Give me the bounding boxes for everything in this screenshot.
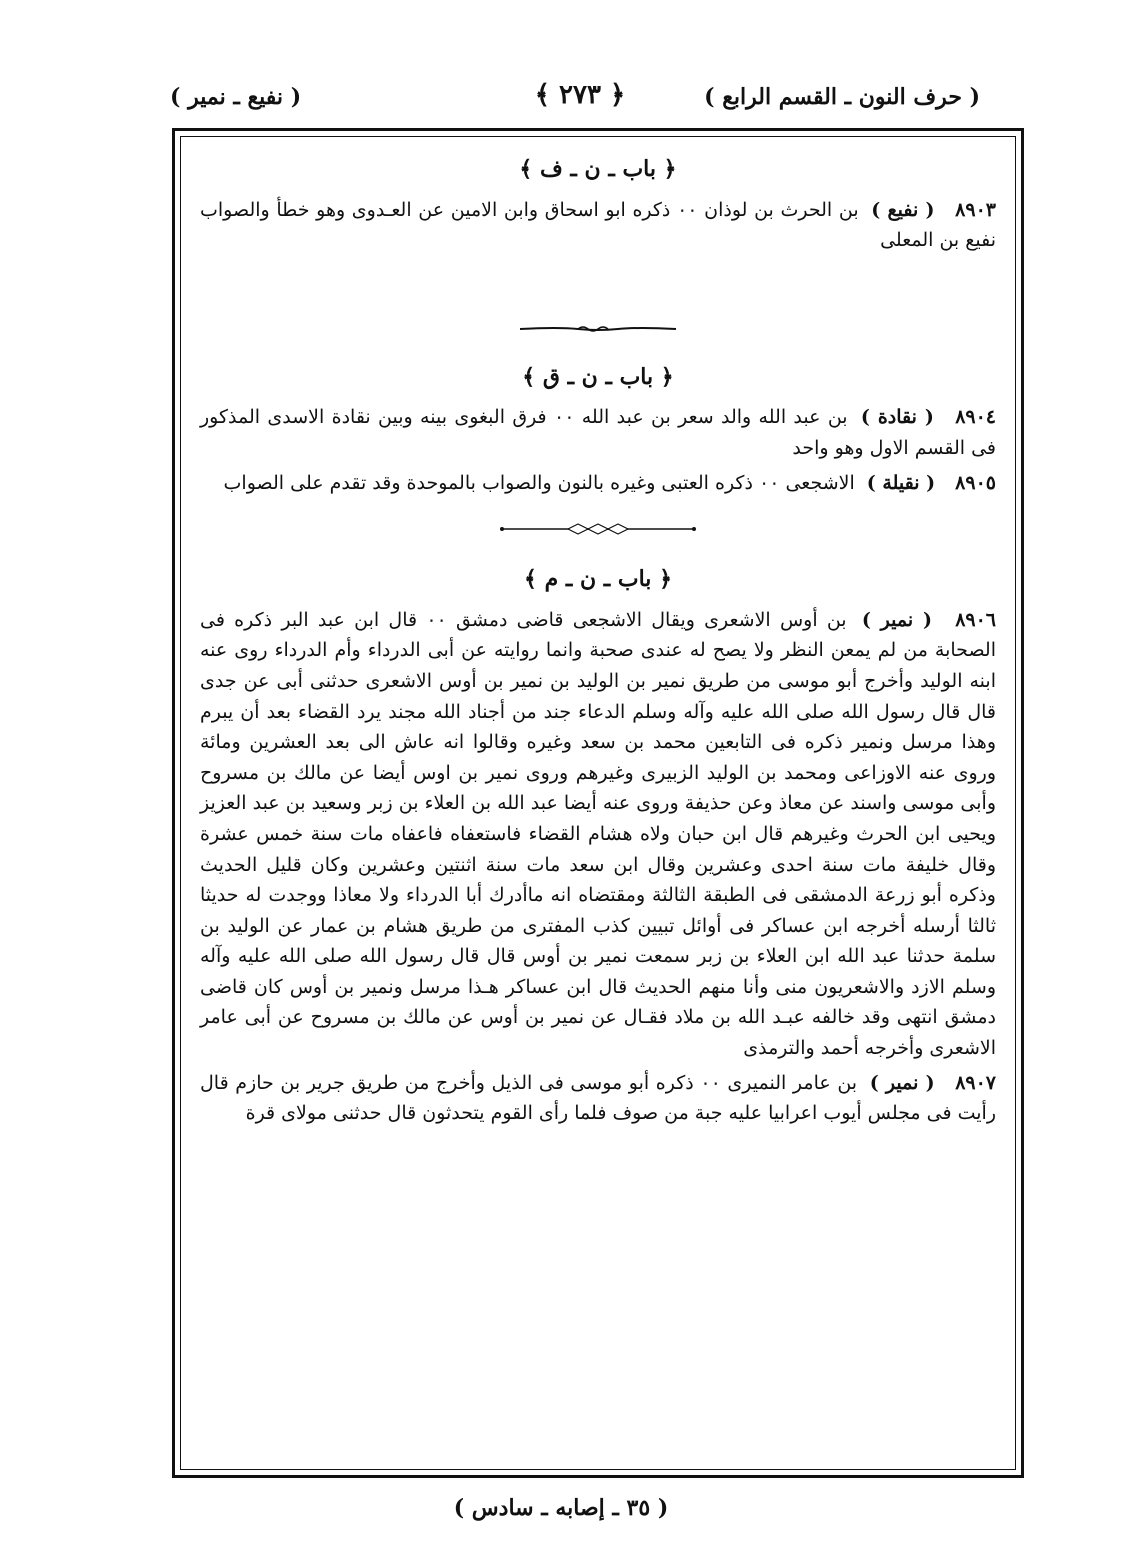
entry-name: ( نمير ) [861, 608, 932, 631]
running-head-chapter: ( حرف النون ـ القسم الرابع ) [704, 84, 980, 110]
entry-number: ٨٩٠٧ [955, 1071, 997, 1094]
entry-name: ( نقيلة ) [866, 471, 936, 494]
entry-text: بن عبد الله والد سعر بن عبد الله ٠٠ فرق البغوى بينه وبين نقادة الاسدى المذكور فى القسم الاول وهو واحد [200, 406, 996, 459]
entry-text: بن عامر النميرى ٠٠ ذكره أبو موسى فى الذيل وأخرج من طريق جرير بن حازم قال رأيت فى مجلس أيوب اعرابيا عليه جبة من صوف فلما رأى القوم يتحدثون قال حدثنى مولاى قرة [200, 1071, 996, 1125]
entry-number: ٨٩٠٦ [955, 608, 997, 631]
entry-number: ٨٩٠٣ [955, 198, 996, 221]
entry-8904 [200, 402, 996, 463]
page-header [170, 78, 980, 122]
entry-8905 [200, 468, 996, 499]
entry-8907 [200, 1068, 996, 1129]
entry-text: بن الحرث بن لوذان ٠٠ ذكره ابو اسحاق وابن الامين عن العـدوى وهو خطأ والصواب نفيع بن المعلى [200, 198, 996, 252]
running-head-names: ( نفيع ـ نمير ) [170, 84, 302, 110]
entry-text: الاشجعى ٠٠ ذكره العتبى وغيره بالنون والصواب بالموحدة وقد تقدم على الصواب [223, 471, 855, 494]
section-title-nun-fa: ﴿ باب ـ ن ـ ف ﴾ [519, 156, 677, 182]
section-title-nun-mim: ﴿ باب ـ ن ـ م ﴾ [524, 566, 672, 593]
entry-name: ( نفيع ) [871, 198, 935, 221]
section-title-nun-qaf: ﴿ باب ـ ن ـ ق ﴾ [522, 363, 674, 390]
entry-number: ٨٩٠٥ [955, 471, 996, 494]
entry-name: ( نقادة ) [860, 406, 934, 429]
entry-8906 [200, 605, 996, 1064]
divider-ornament [518, 324, 678, 334]
page-content [200, 150, 996, 1133]
entry-8903 [200, 195, 996, 256]
entry-name: ( نمير ) [869, 1071, 935, 1094]
divider-ornament [498, 522, 698, 536]
page-footer-signature: ( ٣٥ ـ إصابه ـ سادس ) [453, 1495, 669, 1521]
page-number: ﴿ ٢٧٣ ﴾ [534, 80, 626, 110]
entry-text: بن أوس الاشعرى ويقال الاشجعى قاضى دمشق ٠٠ قال ابن عبد البر ذكره فى الصحابة من لم يمعن النظر ولا يصح له عندى صحبة وانما روايته عن أبى الدرداء وأم الدرداء روى عنه ابنه الوليد وأخرج أبو موسى من طريق نمير بن الوليد بن نمير بن أوس الاشعرى حدثنى أبى عن جدى قال قال رسول الله صلى الله عليه وآله وسلم الدعاء جند من أجناد الله مجند يرد القضاء بعد أن يبرم وهذا مرسل ونمير ذكره فى التابعين محمد بن سعد وغيره وقالوا انه عاش الى بعد العشرين ومائة وروى عنه الاوزاعى ومحمد بن الوليد الزبيرى وغيرهم وروى نمير بن اوس أيضا عن مالك بن مسروح وأبى موسى واسند عن معاذ وعن حذيفة وروى عنه أيضا عبد الله بن العلاء بن زبر وسعيد بن عبد العزيز ويحيى ابن الحرث وغيرهم قال ابن حبان ولاه هشام القضاء فاستعفاه فاعفاه مات سنة خمس عشرة وقال خليفة مات سنة احدى وعشرين وقال ابن سعد مات سنة اثنتين وعشرين وكان قليل الحديث وذكره أبو زرعة الدمشقى فى الطبقة الثالثة ومقتضاه انه ماأدرك أبا الدرداء ولا معاذا ووجدت له حديثا ثالثا أرسله أخرجه ابن عساكر فى أوائل تبيين كذب المفترى من طريق هشام بن عمار عن الوليد بن سلمة حدثنا عبد الله ابن العلاء بن زبر سمعت نمير بن أوس قال قال رسول الله صلى الله عليه وآله وسلم الازد والاشعريون منى وأنا منهم الحديث قال ابن عساكر هـذا مرسل ونمير بن أوس كان قاضى دمشق انتهى وقد خالفه عبـد الله بن ملاد فقـال عن نمير بن أوس عن مالك بن مسروح عن أبى عامر الاشعرى وأخرجه أحمد والترمذى [200, 608, 996, 1060]
entry-number: ٨٩٠٤ [955, 406, 997, 429]
